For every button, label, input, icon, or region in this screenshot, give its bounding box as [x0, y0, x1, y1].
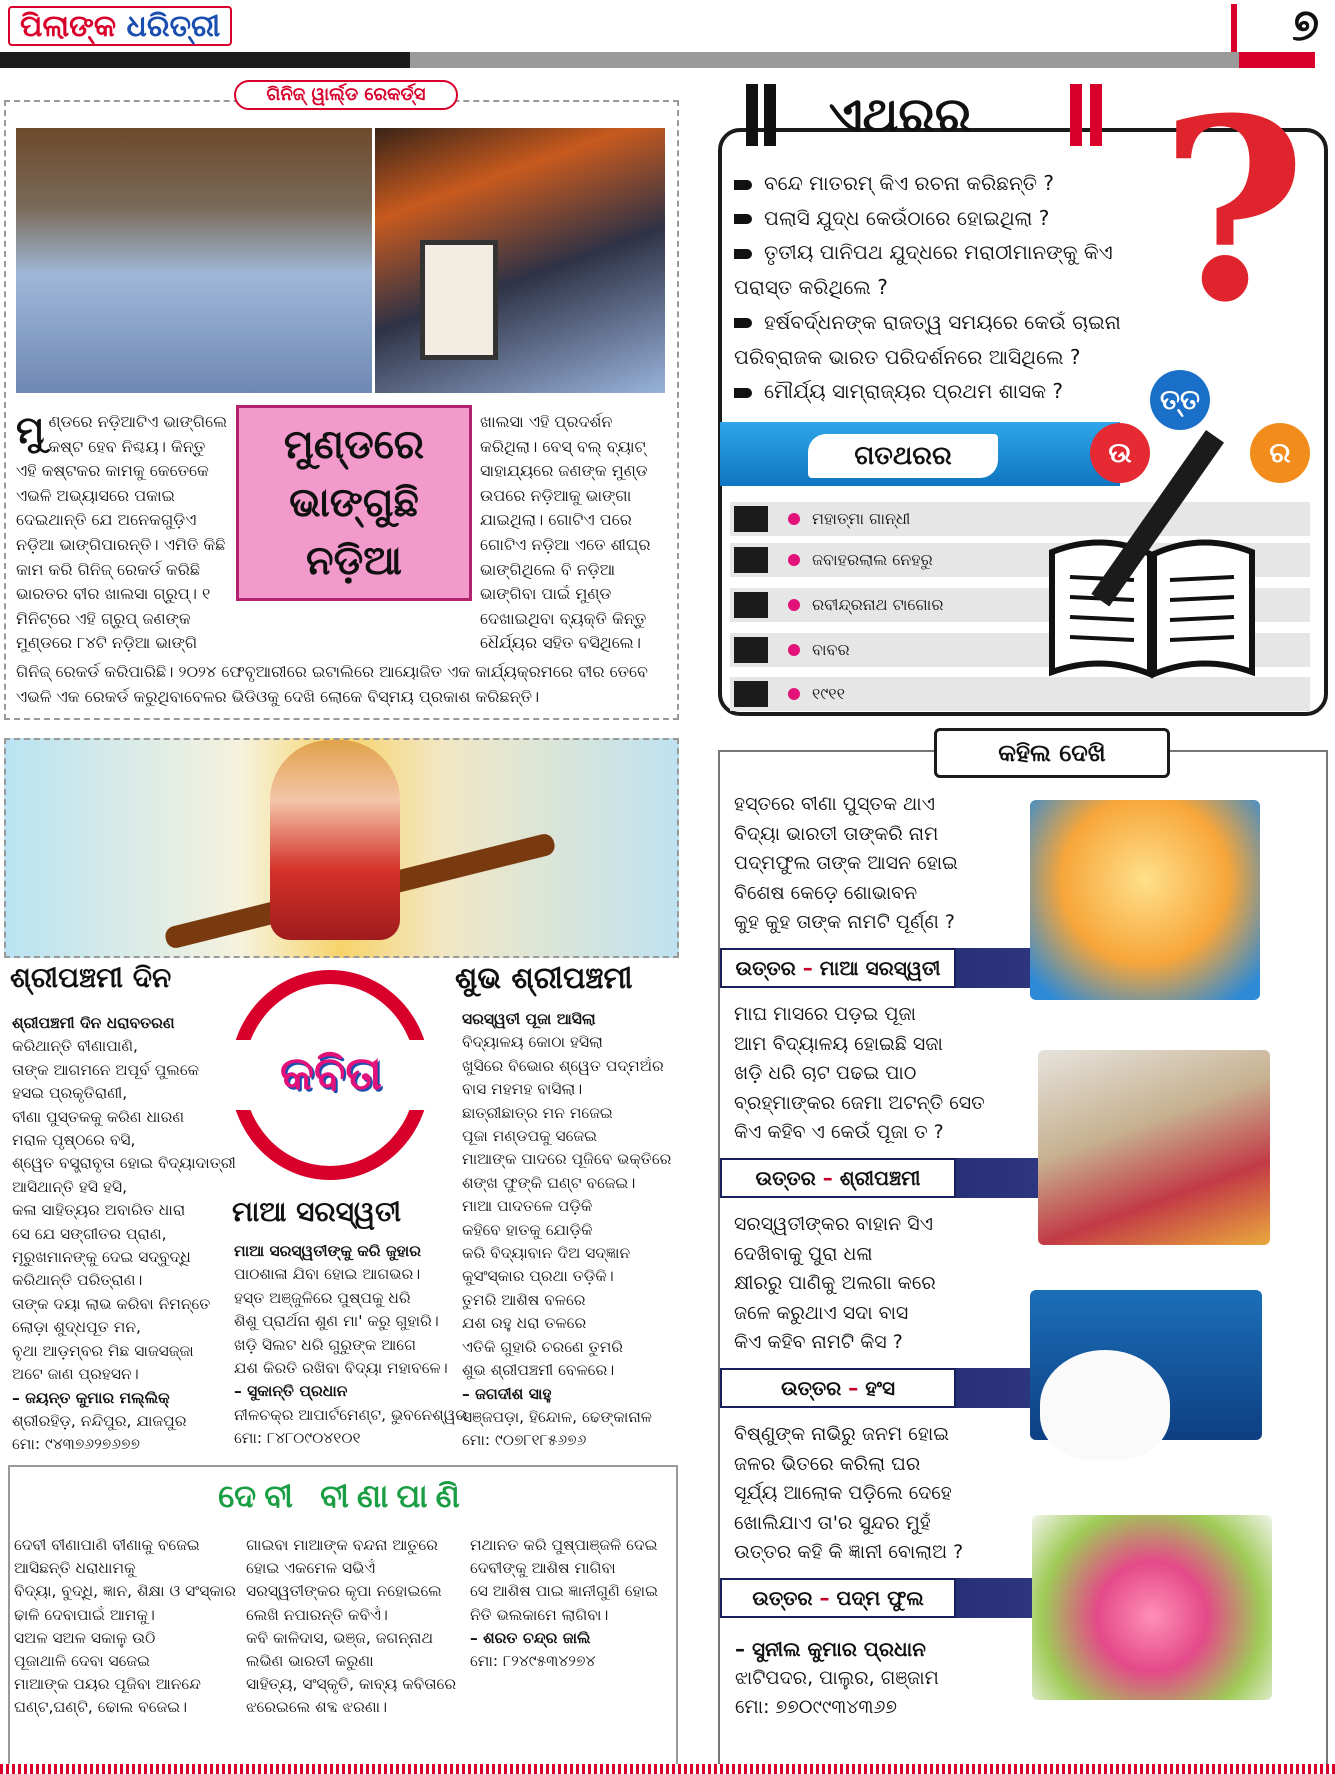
riddle-answer-4: ଉତ୍ତର – ପଦ୍ମ ଫୁଲ — [720, 1578, 956, 1618]
quiz-question-list — [734, 166, 1174, 409]
quiz-question: ତୃତୀୟ ପାନିପଥ ଯୁଦ୍ଧରେ ମରାଠୀମାନଙ୍କୁ କିଏ — [734, 235, 1174, 270]
quiz-title: ଏଥରର — [828, 87, 972, 143]
quiz-question: ହର୍ଷବର୍ଦ୍ଧନଙ୍କ ରାଜତ୍ୱ ସମୟରେ କେଉଁ ଚାଇନା — [734, 305, 1174, 340]
coconut-breaking-photo — [16, 128, 372, 393]
bullet-icon — [734, 318, 752, 328]
riddle-1: ହସ୍ତରେ ବୀଣା ପୁସ୍ତକ ଥାଏ ବିଦ୍ୟା ଭାରତୀ ତାଙ୍କରି ନାମ ପଦ୍ମଫୁଲ ତାଙ୍କ ଆସନ ହୋଇ ବିଶେଷ କେଡ଼େ ଶୋଭାବନ କୁହ କୁହ ତାଙ୍କ ନାମଟି ପୂର୍ଣ୍ଣ ? — [734, 793, 958, 933]
title-bar-right-2 — [1090, 84, 1102, 146]
devi-poem-col-3: ମଥାନତ କରି ପୁଷ୍ପାଞ୍ଜଳି ଦେଇ ଦେବୀଙ୍କୁ ଆଶିଷ ମାଗିବା ସେ ଆଶିଷ ପାଇ ଜ୍ଞାନୀଗୁଣି ହୋଇ ନିତି ଭଲକାମେ ଲାଗିବା। – ଶରତ ଚନ୍ଦ୍ର ଜାଲି ମୋ: ୮୨୪୯୫୩୪୨୭୪ — [470, 1536, 658, 1671]
puja-celebration-photo — [1038, 1050, 1270, 1245]
masthead-word-1: ପିଲାଙ୍କ — [20, 9, 117, 44]
poem-title-center: ମାଆ ସରସ୍ୱତୀ — [232, 1195, 402, 1228]
riddle-4: ବିଷ୍ଣୁଙ୍କ ନାଭିରୁ ଜନମ ହୋଇ ଜଳର ଭିତରେ କରିଲା ଘର ସୂର୍ଯ୍ୟ ଆଲୋକ ପଡ଼ିଲେ ଦେହେ ଖୋଲିଯାଏ ତା'ର ସୁନ୍ଦର ମୁହଁ ଉତ୍ତର କହି କି ଜ୍ଞାନୀ ବୋଲାଅ ? — [734, 1423, 964, 1563]
riddle-author-phone: ମୋ: ୭୭୦୯୯୩୪୩୬୭ — [735, 1696, 898, 1718]
page-number: ୭ — [1292, 0, 1319, 51]
last-answer-row: ୧୯୧୧ — [730, 677, 1310, 711]
riddle-author-address: ଝାଟିପଦର, ପାଲୁର, ଗଞ୍ଜାମ — [735, 1667, 939, 1689]
riddle-section-tag: କହିଲ ଦେଖି — [934, 728, 1170, 778]
riddle-author: – ସୁନୀଲ କୁମାର ପ୍ରଧାନ — [735, 1637, 926, 1661]
riddle-3: ସରସ୍ୱତୀଙ୍କର ବାହାନ ସିଏ ଦେଖିବାକୁ ପୁରା ଧଳା କ୍ଷୀରରୁ ପାଣିକୁ ଅଲଗା କରେ ଜଳେ କରୁଥାଏ ସଦା ବାସ କିଏ କହିବ ନାମଟି କିସ ? — [734, 1213, 936, 1353]
poem-right: ସରସ୍ୱତୀ ପୂଜା ଆସିଲା ବିଦ୍ୟାଳୟ କୋଠା ହସିଲା ଖୁସିରେ ବିଭୋର ଶ୍ୱେତ ପଦ୍ମଅଁର ବାସ ମହମହ ବାସିଲା। ଛାତ୍ରୀଛାତ୍ର ମନ ମଜେଇ ପୂଜା ମଣ୍ଡପକୁ ସଜେଇ ମାଆଙ୍କ ପାଦରେ ପୂଜିବେ ଭକ୍ତିରେ ଶଙ୍ଖ ଫୁଙ୍କି ଘଣ୍ଟ ବଜେଇ। ମାଆ ପାଦତଳେ ପଡ଼ିକି କହିବେ ହାତକୁ ଯୋଡ଼ିକି କରି ବିଦ୍ୟାବାନ ଦିଅ ସଦ୍‌ଜ୍ଞାନ କୁସଂସ୍କାର ପ୍ରଥା ତଡ଼ିକି। ତୁମରି ଆଶିଷ ବଳରେ ଯଶ ରହୁ ଧରା ତଳରେ ଏତିକି ଗୁହାରି ଚରଣେ ତୁମରି ଶୁଭ ଶ୍ରୀପଞ୍ଚମୀ ବେଳରେ। – ଜଗଦୀଶ ସାହୁ ସଞ୍ଜପଡ଼ା, ହିନ୍ଦୋଳ, ଢେଙ୍କାନାଳ ମୋ: ୯୦୭୮୧୮୫୬୭୬ — [462, 1010, 672, 1450]
devi-poem-col-1: ଦେବୀ ବୀଣାପାଣି ବୀଣାକୁ ବଜେଇ ଆସିଛନ୍ତି ଧରାଧାମକୁ ବିଦ୍ୟା, ବୁଦ୍ଧି, ଜ୍ଞାନ, ଶିକ୍ଷା ଓ ସଂସ୍କାର ଢାଳି ଦେବାପାଇଁ ଆମକୁ। ସଅଳ ସଅଳ ସକାଳୁ ଉଠି ପୂଜାଥାଳି ଦେବା ସଜେଇ ମାଆଙ୍କ ପୟର ପୂଜିବା ଆନନ୍ଦେ ଘଣ୍ଟ,ଘଣ୍ଟି, ଢୋଲ ବଜେଇ। — [14, 1536, 237, 1717]
headline-line-1: ମୁଣ୍ଡରେ — [283, 422, 425, 468]
header-rule-gray — [410, 52, 1246, 68]
quiz-question-continued: ପରାସ୍ତ କରିଥିଲେ ? — [734, 275, 888, 300]
dropcap: ମୁ — [16, 410, 45, 452]
quiz-question: ମୌର୍ଯ୍ୟ ସାମ୍ରାଜ୍ୟର ପ୍ରଥମ ଶାସକ ? — [734, 374, 1174, 409]
last-answer-row: ମହାତ୍ମା ଗାନ୍ଧୀ — [730, 502, 1310, 536]
quiz-question: ବନ୍ଦେ ମାତରମ୍ କିଏ ରଚନା କରିଛନ୍ତି ? — [734, 166, 1174, 201]
answer-circle-1: ଉ — [1090, 423, 1150, 483]
bullet-icon — [734, 180, 752, 190]
last-answers-label: ଗତଥରର — [808, 434, 998, 478]
question-mark-icon: ? — [1160, 63, 1307, 357]
header-rule-dark — [0, 52, 410, 68]
lotus-photo — [1032, 1515, 1272, 1700]
last-answer-row: ବାବର — [730, 633, 1310, 667]
poem-center: ମାଆ ସରସ୍ୱତୀଙ୍କୁ କରି ଜୁହାର ପାଠଶାଳା ଯିବା ହୋଇ ଆଗଭର। ହସ୍ତ ଅଞ୍ଜୁଳିରେ ପୁଷ୍ପକୁ ଧରି ଶିଶୁ ପ୍ରାର୍ଥନା ଶୁଣ ମା' କରୁ ଗୁହାରି। ଖଡ଼ି ସିଲଟ ଧରି ଗୁରୁଙ୍କ ଆଗେ ଯଶ କିରତି ରଖିବା ବିଦ୍ୟା ମହାବଳେ। – ସୁକାନ୍ତି ପ୍ରଧାନ ନୀଳଚକ୍ର ଆପାର୍ଟମେଣ୍ଟ, ଭୁବନେଶ୍ୱର ମୋ: ୮୪୮୦୯୦୪୧୦୧ — [234, 1242, 468, 1448]
saraswati-illustration — [1030, 800, 1260, 1000]
bullet-icon — [734, 214, 752, 224]
poem-left: ଶ୍ରୀପଞ୍ଚମୀ ଦିନ ଧରାବତରଣ କରିଥାନ୍ତି ବୀଣାପାଣି, ତାଙ୍କ ଆଗମନେ ଅପୂର୍ବ ପୁଲକେ ହସଇ ପ୍ରକୃତିରାଣୀ, ବୀଣା ପୁସ୍ତକକୁ କରିଣ ଧାରଣ ମରାଳ ପୃଷ୍ଠରେ ବସି, ଶ୍ୱେତ ବସ୍ତ୍ରାବୃତା ହୋଇ ବିଦ୍ୟାଦାତ୍ରୀ ଆସିଥାନ୍ତି ହସି ହସି, କଳା ସାହିତ୍ୟର ଅବାରିତ ଧାରା ସେ ଯେ ସଙ୍ଗୀତର ପ୍ରାଣ, ମୂରୁଖମାନଙ୍କୁ ଦେଇ ସଦ୍‌ବୁଦ୍ଧି କରିଥାନ୍ତି ପରିତ୍ରାଣ। ତାଙ୍କ ଦୟା ଲାଭ କରିବା ନିମନ୍ତେ ଲୋଡ଼ା ଶୁଦ୍ଧପୂତ ମନ, ବୃଥା ଆଡ଼ମ୍ବର ମିଛ ସାଜସଜ୍ଜା ଅଟେ ଜାଣ ପ୍ରହସନ। – ଜୟନ୍ତ କୁମାର ମଲ୍ଲିକ୍ ଶ୍ରୀରହିଡ଼, ନନ୍ଦିପୁର, ଯାଜପୁର ମୋ: ୯୪୩୭୬୨୭୬୭୭ — [12, 1014, 236, 1454]
headline-line-2: ଭାଙ୍ଗୁଛି — [289, 480, 419, 526]
goddess-figure — [270, 740, 400, 940]
record-certificate-photo — [375, 128, 665, 393]
riddle-2: ମାଘ ମାସରେ ପଡ଼ଇ ପୂଜା ଆମ ବିଦ୍ୟାଳୟ ହୋଇଛି ସଜା ଖଡ଼ି ଧରି ଚାଟ ପଢଇ ପାଠ ବ୍ରହ୍ମାଙ୍କର ଜେମା ଅଟନ୍ତି ସେତ କିଏ କହିବ ଏ କେଉଁ ପୂଜା ତ ? — [734, 1003, 985, 1143]
headline-line-3: ନଡ଼ିଆ — [306, 538, 402, 584]
devi-veenapani-title: ଦେବୀ ବୀଣାପାଣି — [218, 1477, 468, 1515]
riddle-answer-1: ଉତ୍ତର – ମାଆ ସରସ୍ୱତୀ — [720, 948, 956, 988]
riddle-credit — [735, 1635, 1065, 1722]
title-bar-right-1 — [1070, 84, 1082, 146]
last-answer-row: ଜବାହରଲାଲ ନେହରୁ — [730, 543, 1310, 577]
bullet-icon — [734, 388, 752, 398]
guinness-left-body: ଣ୍ଡରେ ନଡ଼ିଆଟିଏ ଭାଙ୍ଗିଲେ କଷ୍ଟ ହେବ ନିଶ୍ଚୟ। କିନ୍ତୁ ଏହି କଷ୍ଟକର କାମକୁ କେତେକେ ଏଭଳି ଅଭ୍ୟାସରେ ପକାଇ ଦେଇଥାନ୍ତି ଯେ ଅନେକଗୁଡ଼ିଏ ନଡ଼ିଆ ଭାଙ୍ଗିପାରନ୍ତି। ଏମିତି କିଛି କାମ କରି ଗିନିଜ୍ ରେକର୍ଡ କରିଛି ଭାରତର ବୀର ଖାଲସା ଗ୍ରୁପ୍। ୧ ମିନିଟ୍‌ରେ ଏହି ଗ୍ରୁପ୍ ଜଣଙ୍କ ମୁଣ୍ଡରେ ୮୪ଟି ନଡ଼ିଆ ଭାଙ୍ଗି — [16, 412, 228, 653]
swan-figure — [1040, 1350, 1170, 1460]
guinness-headline-box — [236, 405, 472, 601]
masthead-word-2: ଧରିତ୍ରୀ — [126, 9, 221, 44]
kabita-logo-text: କବିତା — [280, 1046, 382, 1100]
bullet-icon — [734, 249, 752, 259]
last-answer-row: ରବୀନ୍ଦ୍ରନାଥ ଟାଗୋର — [730, 588, 1310, 622]
poem-title-left: ଶ୍ରୀପଞ୍ଚମୀ ଦିନ — [10, 961, 172, 994]
guinness-text-right: ଖାଲସା ଏହି ପ୍ରଦର୍ଶନ କରିଥିଲା। ବେସ୍ ବଲ୍ ବ୍ୟାଟ୍ ସାହାଯ୍ୟରେ ଜଣଙ୍କ ମୁଣ୍ଡ ଉପରେ ନଡ଼ିଆକୁ ଭାଙ୍ଗା ଯାଇଥିଲା। ଗୋଟିଏ ପରେ ଗୋଟିଏ ନଡ଼ିଆ ଏତେ ଶୀଘ୍ର ଭାଙ୍ଗିଥିଲେ ବି ନଡ଼ିଆ ଭାଙ୍ଗିବା ପାଇଁ ମୁଣ୍ଡ ଦେଖାଇଥିବା ବ୍ୟକ୍ତି କିନ୍ତୁ ଧୈର୍ଯ୍ୟର ସହିତ ବସିଥିଲେ। — [480, 412, 651, 653]
riddle-answer-3: ଉତ୍ତର – ହଂସ — [720, 1368, 956, 1408]
quiz-question-continued: ପରିବ୍ରାଜକ ଭାରତ ପରିଦର୍ଶନରେ ଆସିଥିଲେ ? — [734, 344, 1081, 369]
certificate-frame — [420, 240, 498, 360]
guinness-text-left — [16, 410, 228, 660]
riddle-answer-2: ଉତ୍ତର – ଶ୍ରୀପଞ୍ଚମୀ — [720, 1158, 956, 1198]
footer-rule — [0, 1764, 1335, 1774]
open-book-icon — [1042, 532, 1262, 682]
devi-poem-col-2: ଗାଇବା ମାଆଙ୍କ ବନ୍ଦନା ଆତୁରେ ହୋଇ ଏକମେଳ ସଭିଏଁ ସରସ୍ୱତୀଙ୍କର କୃପା ନହୋଇଲେ ଲେଖି ନପାରନ୍ତି କବିଏଁ। କବି କାଳିଦାସ, ଭଞ୍ଜ, ଜଗନ୍ନାଥ ଲଭିଣ ଭାରତୀ କରୁଣା ସାହିତ୍ୟ, ସଂସ୍କୃତି, କାବ୍ୟ କବିତାରେ ଝରେଇଲେ ଶବ୍ଦ ଝରଣା। — [246, 1536, 457, 1717]
quiz-question: ପଲାସି ଯୁଦ୍ଧ କେଉଁଠାରେ ହୋଇଥିଲା ? — [734, 201, 1174, 236]
answer-circle-3: ର — [1250, 423, 1310, 483]
answer-circle-2: ତ୍ତ — [1150, 370, 1210, 430]
guinness-section-tag: ଗିନିଜ୍ ୱାର୍ଲ୍ଡ ରେକର୍ଡ୍ସ — [234, 80, 458, 110]
guinness-text-bottom: ଗିନିଜ୍ ରେକର୍ଡ କରିପାରିଛି। ୨୦୨୪ ଫେବୃଆରୀରେ ଇଟାଲିରେ ଆୟୋଜିତ ଏକ କାର୍ଯ୍ୟକ୍ରମରେ ବୀର ତେବେ ଏଭଳି ଏକ ରେକର୍ଡ କରୁଥିବାବେଳର ଭିଡିଓକୁ ଦେଖି ଲୋକେ ବିସ୍ମୟ ପ୍ରକାଶ କରିଛନ୍ତି। — [16, 662, 648, 706]
masthead — [8, 6, 232, 46]
poem-title-right: ଶୁଭ ଶ୍ରୀପଞ୍ଚମୀ — [455, 961, 633, 996]
